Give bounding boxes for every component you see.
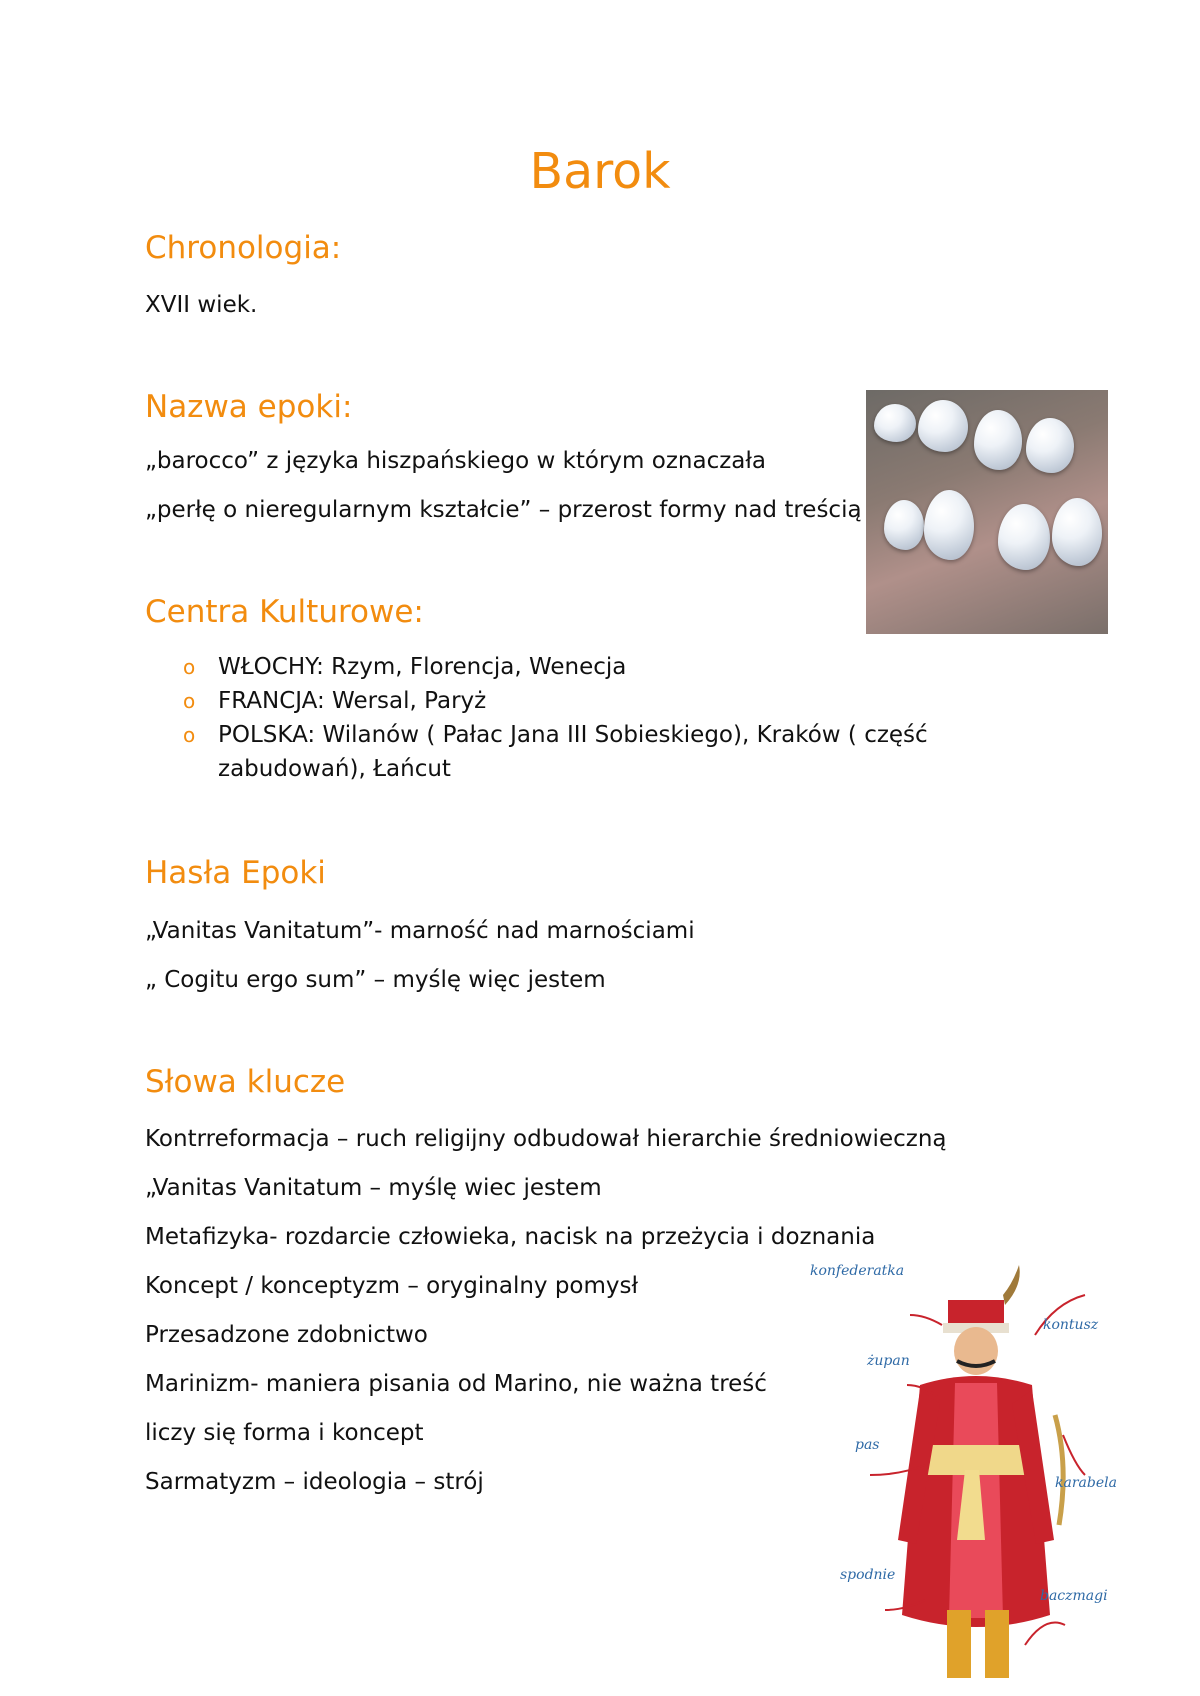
bullet-marker: o — [183, 689, 196, 713]
bullet-marker: o — [183, 655, 196, 679]
costume-figure — [815, 1265, 1175, 1685]
heading-hasla-epoki: Hasła Epoki — [145, 855, 326, 891]
slowa-line-3: Metafizyka- rozdarcie człowieka, nacisk na przeżycia i doznania — [145, 1224, 876, 1250]
bullet-marker: o — [183, 723, 196, 747]
slowa-line-7: liczy się forma i koncept — [145, 1420, 424, 1446]
label-karabela: karabela — [1055, 1475, 1117, 1491]
slowa-line-1: Kontrreformacja – ruch religijny odbudował hierarchie średniowieczną — [145, 1126, 947, 1152]
centra-list — [145, 650, 1005, 786]
nazwa-line-2: „perłę o nieregularnym kształcie” – przerost formy nad treścią — [145, 497, 862, 523]
label-konfederatka: konfederatka — [810, 1263, 905, 1279]
heading-nazwa-epoki: Nazwa epoki: — [145, 389, 353, 425]
list-item-continuation: zabudowań), Łańcut — [218, 756, 451, 782]
label-zupan: żupan — [867, 1353, 910, 1369]
slowa-line-2: „Vanitas Vanitatum – myślę wiec jestem — [145, 1175, 602, 1201]
slowa-line-8: Sarmatyzm – ideologia – strój — [145, 1469, 484, 1495]
heading-centra-kulturowe: Centra Kulturowe: — [145, 594, 424, 630]
chronologia-text: XVII wiek. — [145, 292, 258, 318]
heading-slowa-klucze: Słowa klucze — [145, 1064, 346, 1100]
nazwa-line-1: „barocco” z języka hiszpańskiego w którym oznaczała — [145, 448, 767, 474]
label-pas: pas — [855, 1437, 880, 1453]
sarmatian-costume-illustration — [810, 1263, 1175, 1685]
slowa-line-5: Przesadzone zdobnictwo — [145, 1322, 428, 1348]
list-item: o FRANCJA: Wersal, Paryż — [145, 684, 1005, 718]
label-kontusz: kontusz — [1043, 1317, 1099, 1333]
hasla-line-2: „ Cogitu ergo sum” – myślę więc jestem — [145, 967, 606, 993]
slowa-line-6: Marinizm- maniera pisania od Marino, nie ważna treść — [145, 1371, 767, 1397]
list-item: o POLSKA: Wilanów ( Pałac Jana III Sobieskiego), Kraków ( część — [145, 718, 1005, 752]
label-baczmagi: baczmagi — [1040, 1588, 1108, 1604]
list-item: o WŁOCHY: Rzym, Florencja, Wenecja — [145, 650, 1005, 684]
heading-chronologia: Chronologia: — [145, 230, 342, 266]
page-title: Barok — [529, 143, 671, 200]
label-spodnie: spodnie — [840, 1567, 896, 1583]
hasla-line-1: „Vanitas Vanitatum”- marność nad marnościami — [145, 918, 695, 944]
slowa-line-4: Koncept / konceptyzm – oryginalny pomysł — [145, 1273, 639, 1299]
baroque-pearls-photo — [866, 390, 1108, 634]
